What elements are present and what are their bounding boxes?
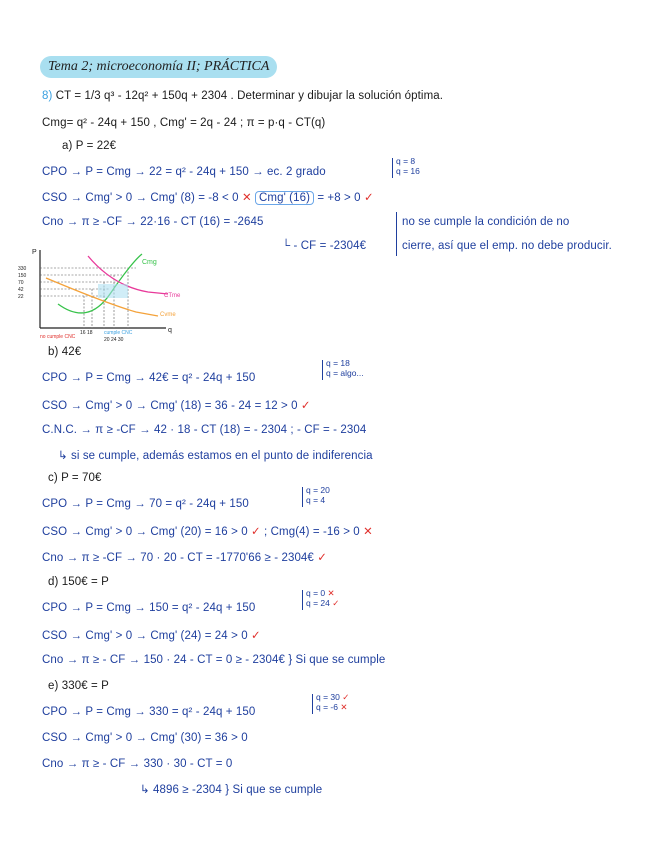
exercise-statement-line	[42, 90, 443, 102]
part-d-cpo: CPO → P = Cmg → 150 = q² - 24q + 150	[42, 602, 256, 614]
part-c-cso: CSO → Cmg' > 0 → Cmg' (20) = 16 > 0	[42, 526, 248, 538]
part-d-root-1: q = 0	[306, 588, 326, 598]
part-b-note: ↳ si se cumple, además estamos en el punto de indiferencia	[58, 450, 373, 462]
y-axis-label: P	[32, 249, 37, 256]
cvme-label: Cvme	[160, 312, 176, 318]
part-e-heading: e) 330€ = P	[48, 680, 109, 692]
exercise-number: 8)	[42, 90, 53, 102]
part-a-cso-line	[42, 190, 374, 204]
part-e-root-1: q = 30	[316, 692, 340, 702]
part-e-cno-2: ↳ 4896 ≥ -2304	[140, 784, 222, 796]
part-a-root-2: q = 16	[396, 166, 420, 176]
y-tick-label: 150	[18, 273, 27, 279]
shaded-region	[98, 284, 128, 298]
part-d-root-brace	[302, 590, 303, 610]
part-d-cso: CSO → Cmg' > 0 → Cmg' (24) = 24 > 0	[42, 630, 248, 642]
part-c-cpo: CPO → P = Cmg → 70 = q² - 24q + 150	[42, 498, 249, 510]
part-e-cso: CSO → Cmg' > 0 → Cmg' (30) = 36 > 0	[42, 732, 248, 744]
part-e-cno-2-line	[140, 782, 322, 796]
part-c-roots	[306, 485, 330, 505]
part-b-cso-line	[42, 398, 311, 412]
part-a-heading: a) P = 22€	[62, 140, 117, 152]
part-d-root-2: q = 24	[306, 598, 330, 608]
part-c-cno-line	[42, 550, 327, 564]
part-a-cso: CSO → Cmg' > 0 → Cmg' (8) = -8 < 0	[42, 192, 239, 204]
x-tick-label: 16 18	[80, 330, 93, 336]
check-icon: ✓	[251, 630, 261, 642]
part-e-cno: Cno → π ≥ - CF → 330 · 30 - CT = 0	[42, 758, 233, 770]
part-c-heading: c) P = 70€	[48, 472, 102, 484]
y-tick-label: 330	[18, 266, 27, 272]
part-c-cso-2: ; Cmg(4) = -16 > 0	[264, 526, 360, 538]
part-e-cpo: CPO → P = Cmg → 330 = q² - 24q + 150	[42, 706, 256, 718]
part-d-root-1-row	[306, 588, 339, 598]
check-icon: ✓	[251, 526, 261, 538]
derivatives-line: Cmg= q² - 24q + 150 , Cmg' = 2q - 24 ; π = p·q - CT(q)	[42, 117, 326, 129]
cost-curves-graph	[18, 244, 188, 344]
check-icon: ✓	[363, 192, 374, 204]
part-e-root-brace	[312, 694, 313, 714]
part-e-cno-2-tail: } Si que se cumple	[225, 784, 323, 796]
part-b-root-brace	[322, 360, 323, 380]
part-c-root-brace	[302, 487, 303, 507]
exercise-statement: CT = 1/3 q³ - 12q² + 150q + 2304 . Determinar y dibujar la solución óptima.	[55, 90, 444, 102]
ctme-label: CTme	[164, 293, 181, 299]
part-d-cso-line	[42, 628, 261, 642]
x-axis-label: q	[168, 327, 172, 334]
part-a-root-brace	[392, 158, 393, 178]
x-note-cnc: cumple CNC	[104, 330, 133, 336]
x-note-no-cnc: no cumple CNC	[40, 334, 76, 340]
part-e-roots	[316, 692, 349, 712]
part-d-root-2-row	[306, 598, 339, 608]
part-a-note-2: cierre, así que el emp. no debe producir.	[402, 240, 612, 252]
part-b-heading: b) 42€	[48, 346, 82, 358]
check-icon: ✓	[332, 598, 340, 608]
cmg-label: Cmg	[142, 259, 157, 266]
part-c-cso-line	[42, 524, 373, 538]
part-a-root-1: q = 8	[396, 156, 416, 166]
part-a-cno: Cno → π ≥ -CF → 22·16 - CT (16) = -2645	[42, 216, 264, 228]
y-tick-label: 70	[18, 280, 24, 286]
part-a-cpo: CPO → P = Cmg → 22 = q² - 24q + 150 → ec. 2 grado	[42, 166, 326, 178]
part-b-cnc: C.N.C. → π ≥ -CF → 42 · 18 - CT (18) = - 2304 ; - CF = - 2304	[42, 424, 367, 436]
cmg-curve	[58, 254, 142, 313]
part-b-roots	[326, 358, 364, 378]
part-b-cpo: CPO → P = Cmg → 42€ = q² - 24q + 150	[42, 372, 256, 384]
check-icon: ✓	[342, 692, 350, 702]
page-title: Tema 2; microeconomía II; PRÁCTICA	[40, 56, 277, 78]
cross-icon: ✕	[363, 526, 373, 538]
part-a-cso-tail: = +8 > 0	[317, 192, 361, 204]
part-e-root-2-row	[316, 702, 349, 712]
x-sub-ticks: 20 24 30	[104, 337, 124, 343]
part-c-root-2: q = 4	[306, 495, 326, 505]
part-a-cno-cf: └ - CF = -2304€	[282, 240, 367, 252]
y-tick-label: 22	[18, 294, 24, 300]
part-d-heading: d) 150€ = P	[48, 576, 109, 588]
part-d-roots	[306, 588, 339, 608]
part-b-cso: CSO → Cmg' > 0 → Cmg' (18) = 36 - 24 = 12 > 0	[42, 400, 298, 412]
part-a-roots	[396, 156, 420, 176]
part-e-root-2: q = -6	[316, 702, 338, 712]
y-tick-label: 42	[18, 287, 24, 293]
part-a-note-1: no se cumple la condición de no	[402, 216, 570, 228]
part-d-cno: Cno → π ≥ - CF → 150 · 24 - CT = 0 ≥ - 2304€	[42, 654, 286, 666]
part-a-note-brace	[396, 212, 397, 256]
part-d-cno-line	[42, 654, 385, 666]
part-e-root-1-row	[316, 692, 349, 702]
part-b-root-2: q = algo...	[326, 368, 364, 378]
cross-icon: ✕	[340, 702, 348, 712]
cross-icon: ✕	[327, 588, 335, 598]
part-c-root-1: q = 20	[306, 485, 330, 495]
part-d-cno-tail: } Si que se cumple	[288, 654, 386, 666]
part-a-cso-box: Cmg' (16)	[255, 191, 314, 205]
part-c-cno: Cno → π ≥ -CF → 70 · 20 - CT = -1770'66 ≥ - 2304€	[42, 552, 314, 564]
check-icon: ✓	[317, 552, 327, 564]
part-b-root-1: q = 18	[326, 358, 350, 368]
check-icon: ✓	[300, 400, 311, 412]
cross-icon: ✕	[241, 192, 252, 204]
